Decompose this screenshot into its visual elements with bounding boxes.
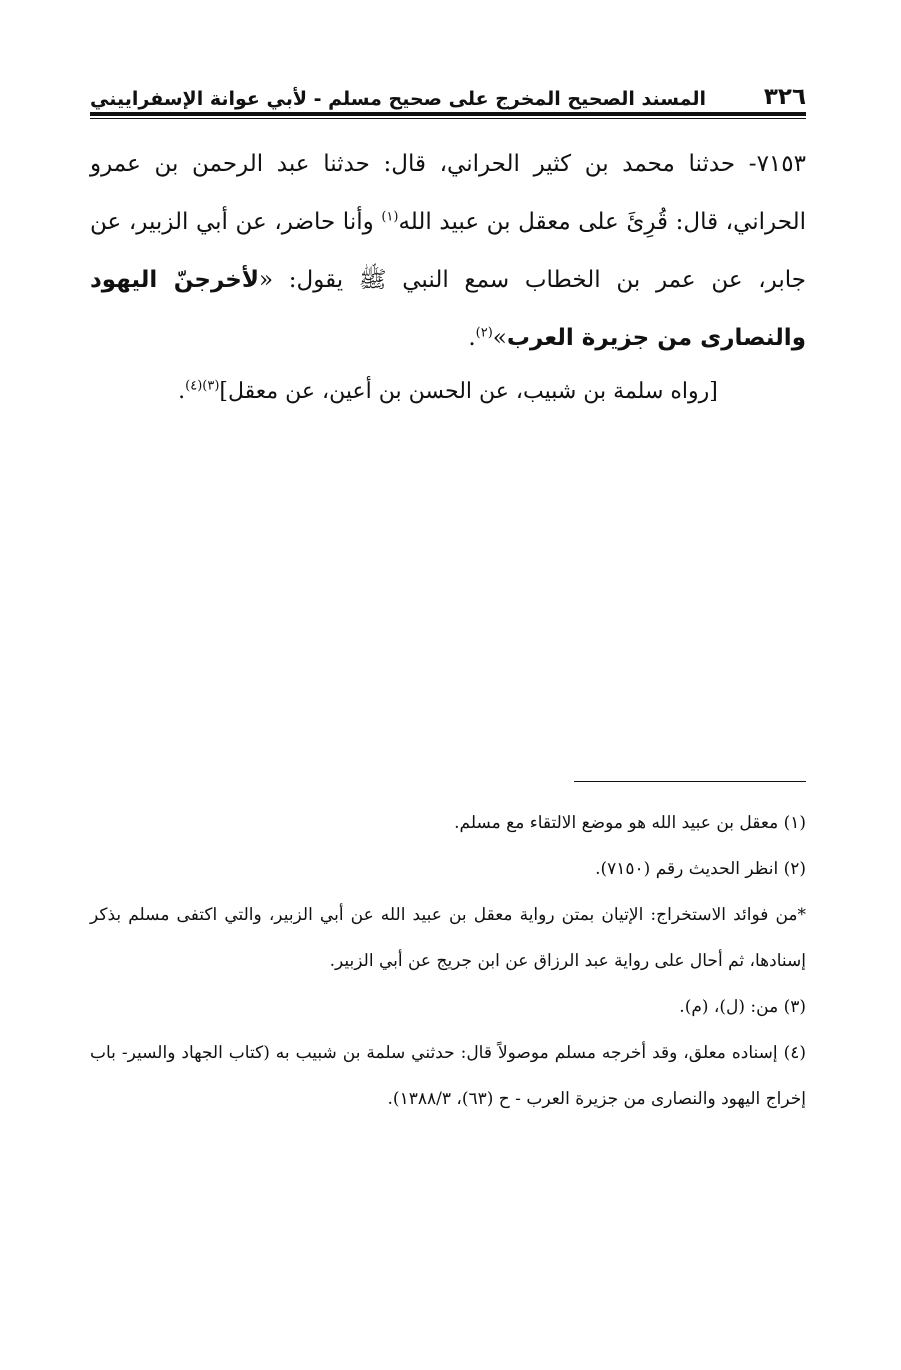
footnotes [90,800,806,1122]
hadith-block [90,135,806,417]
running-title: المسند الصحيح المخرج على صحيح مسلم - لأبي عوانة الإسفراييني [90,88,706,110]
footnote-separator [574,781,806,782]
page-number: ٣٢٦ [763,84,806,110]
footnote-refs-3-4[interactable]: (٣)(٤) [185,378,220,394]
hadith-end-punct: . [468,325,476,351]
extraction-benefit-note: *من فوائد الاستخراج: الإتيان بمتن رواية معقل بن عبيد الله عن أبي الزبير، والتي اكتفى مسلم بذكر إسنادها، ثم أحال على رواية عبد الرزاق عن ابن جريج عن أبي الزبير. [90,905,806,971]
header-rule-thin [90,118,806,119]
footnote-2: (٢) انظر الحديث رقم (٧١٥٠). [595,859,806,879]
footnote-1: (١) معقل بن عبيد الله هو موضع الالتقاء مع مسلم. [454,813,806,833]
riwaya-text: [رواه سلمة بن شبيب، عن الحسن بن أعين، عن معقل] [219,379,718,404]
riwaya-line [90,367,806,417]
hadith-isnad: ٧١٥٣- حدثنا محمد بن كثير الحراني، قال: حدثنا عبد الرحمن بن عمرو الحراني، قال: قُرِئَ على معقل بن عبيد الله [90,151,806,235]
riwaya-end-punct: . [178,379,186,404]
page-header [90,70,806,110]
book-page [90,70,806,1109]
footnote-3: (٣) من: (ل)، (م). [679,997,806,1017]
hadith-matn: لأخرجنّ اليهود والنصارى من جزيرة العرب [90,267,806,351]
hadith-paragraph [90,135,806,367]
footnote-4: (٤) إسناده معلق، وقد أخرجه مسلم موصولاً قال: حدثني سلمة بن شبيب به (كتاب الجهاد والسير- باب إخراج اليهود والنصارى من جزيرة العرب - ح (٦٣)، ١٣٨٨/٣). [90,1043,806,1109]
footnote-ref-2[interactable]: (٢) [475,325,493,341]
header-rule-thick [90,112,806,116]
quote-close: » [492,325,507,351]
footnote-ref-1[interactable]: (١) [381,209,399,225]
hadith-isnad-continued: وأنا حاضر، عن أبي الزبير، عن جابر، عن عمر بن الخطاب سمع النبي ﷺ يقول: « [90,209,806,293]
